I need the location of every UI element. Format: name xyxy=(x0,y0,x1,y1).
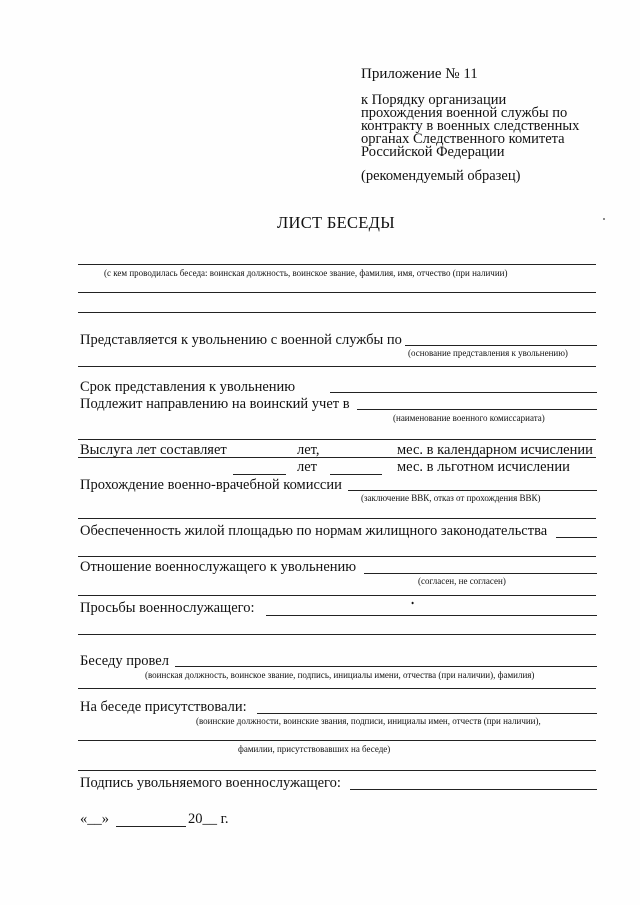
registration-hint: (наименование военного комиссариата) xyxy=(393,413,545,423)
dismissal-hint: (основание представления к увольнению) xyxy=(408,348,568,358)
requests-top-line xyxy=(78,595,596,596)
requests-line xyxy=(266,615,597,616)
interviewee-hint: (с кем проводилась беседа: воинская должность, воинское звание, фамилия, имя, отчество (при наличии) xyxy=(104,268,508,278)
conducted-label: Беседу провел xyxy=(80,653,169,669)
interviewee-line-2 xyxy=(78,292,596,293)
registration-line xyxy=(357,409,597,410)
vvk-line xyxy=(348,490,597,491)
attitude-line xyxy=(364,573,597,574)
term-line xyxy=(330,392,597,393)
date-month-line xyxy=(116,826,186,827)
years-preferential: лет xyxy=(297,459,318,475)
years-preferential-line xyxy=(233,474,286,475)
service-top-line xyxy=(78,439,596,440)
vvk-line-2 xyxy=(78,518,596,519)
housing-label: Обеспеченность жилой площадью по нормам жилищного законодательства xyxy=(80,523,548,539)
vvk-label: Прохождение военно-врачебной комиссии xyxy=(80,477,342,493)
present-line-2 xyxy=(78,740,596,741)
conducted-hint: (воинская должность, воинское звание, подпись, инициалы имени, отчества (при наличии), фамилия) xyxy=(145,670,535,680)
present-hint-2: фамилии, присутствовавших на беседе) xyxy=(238,744,391,754)
order-line-2: прохождения военной службы по xyxy=(361,105,568,121)
present-label: На беседе присутствовали: xyxy=(80,699,247,715)
present-line-3 xyxy=(78,770,596,771)
interviewee-line-3 xyxy=(78,312,596,313)
preferential-label: мес. в льготном исчислении xyxy=(397,459,570,475)
months-preferential-line xyxy=(330,474,382,475)
date-year: 20__ г. xyxy=(188,811,229,827)
order-line-4: органах Следственного комитета xyxy=(361,131,565,147)
housing-line xyxy=(556,537,597,538)
years-calendar: лет, xyxy=(297,442,320,458)
term-label: Срок представления к увольнению xyxy=(80,379,296,395)
interviewee-line xyxy=(78,264,596,265)
document-title: ЛИСТ БЕСЕДЫ xyxy=(277,213,395,232)
requests-line-2 xyxy=(78,634,596,635)
dismissal-line-2 xyxy=(78,366,596,367)
attitude-hint: (согласен, не согласен) xyxy=(418,576,506,586)
scan-speck xyxy=(603,218,605,220)
calendar-label: мес. в календарном исчислении xyxy=(397,442,593,458)
service-label: Выслуга лет составляет xyxy=(80,442,227,458)
appendix-number: Приложение № 11 xyxy=(361,66,478,82)
vvk-hint: (заключение ВВК, отказ от прохождения ВВК) xyxy=(361,493,541,503)
registration-label: Подлежит направлению на воинский учет в xyxy=(80,396,350,412)
date-day: «__» xyxy=(80,811,109,827)
signature-label: Подпись увольняемого военнослужащего: xyxy=(80,775,341,791)
order-line-3: контракту в военных следственных xyxy=(361,118,580,134)
pen-mark: ᛫ xyxy=(409,597,417,611)
attitude-label: Отношение военнослужащего к увольнению xyxy=(80,559,357,575)
order-line-5: Российской Федерации xyxy=(361,144,505,160)
conducted-line xyxy=(175,666,597,667)
present-line xyxy=(257,713,597,714)
conducted-line-2 xyxy=(78,688,596,689)
present-hint-1: (воинские должности, воинские звания, подписи, инициалы имен, отчеств (при наличии), xyxy=(196,716,541,726)
dismissal-label: Представляется к увольнению с военной службы по xyxy=(80,332,402,348)
dismissal-line xyxy=(405,345,597,346)
signature-line xyxy=(350,789,597,790)
housing-line-2 xyxy=(78,556,596,557)
order-line-1: к Порядку организации xyxy=(361,92,507,108)
requests-label: Просьбы военнослужащего: xyxy=(80,600,255,616)
sample-note: (рекомендуемый образец) xyxy=(361,168,521,184)
